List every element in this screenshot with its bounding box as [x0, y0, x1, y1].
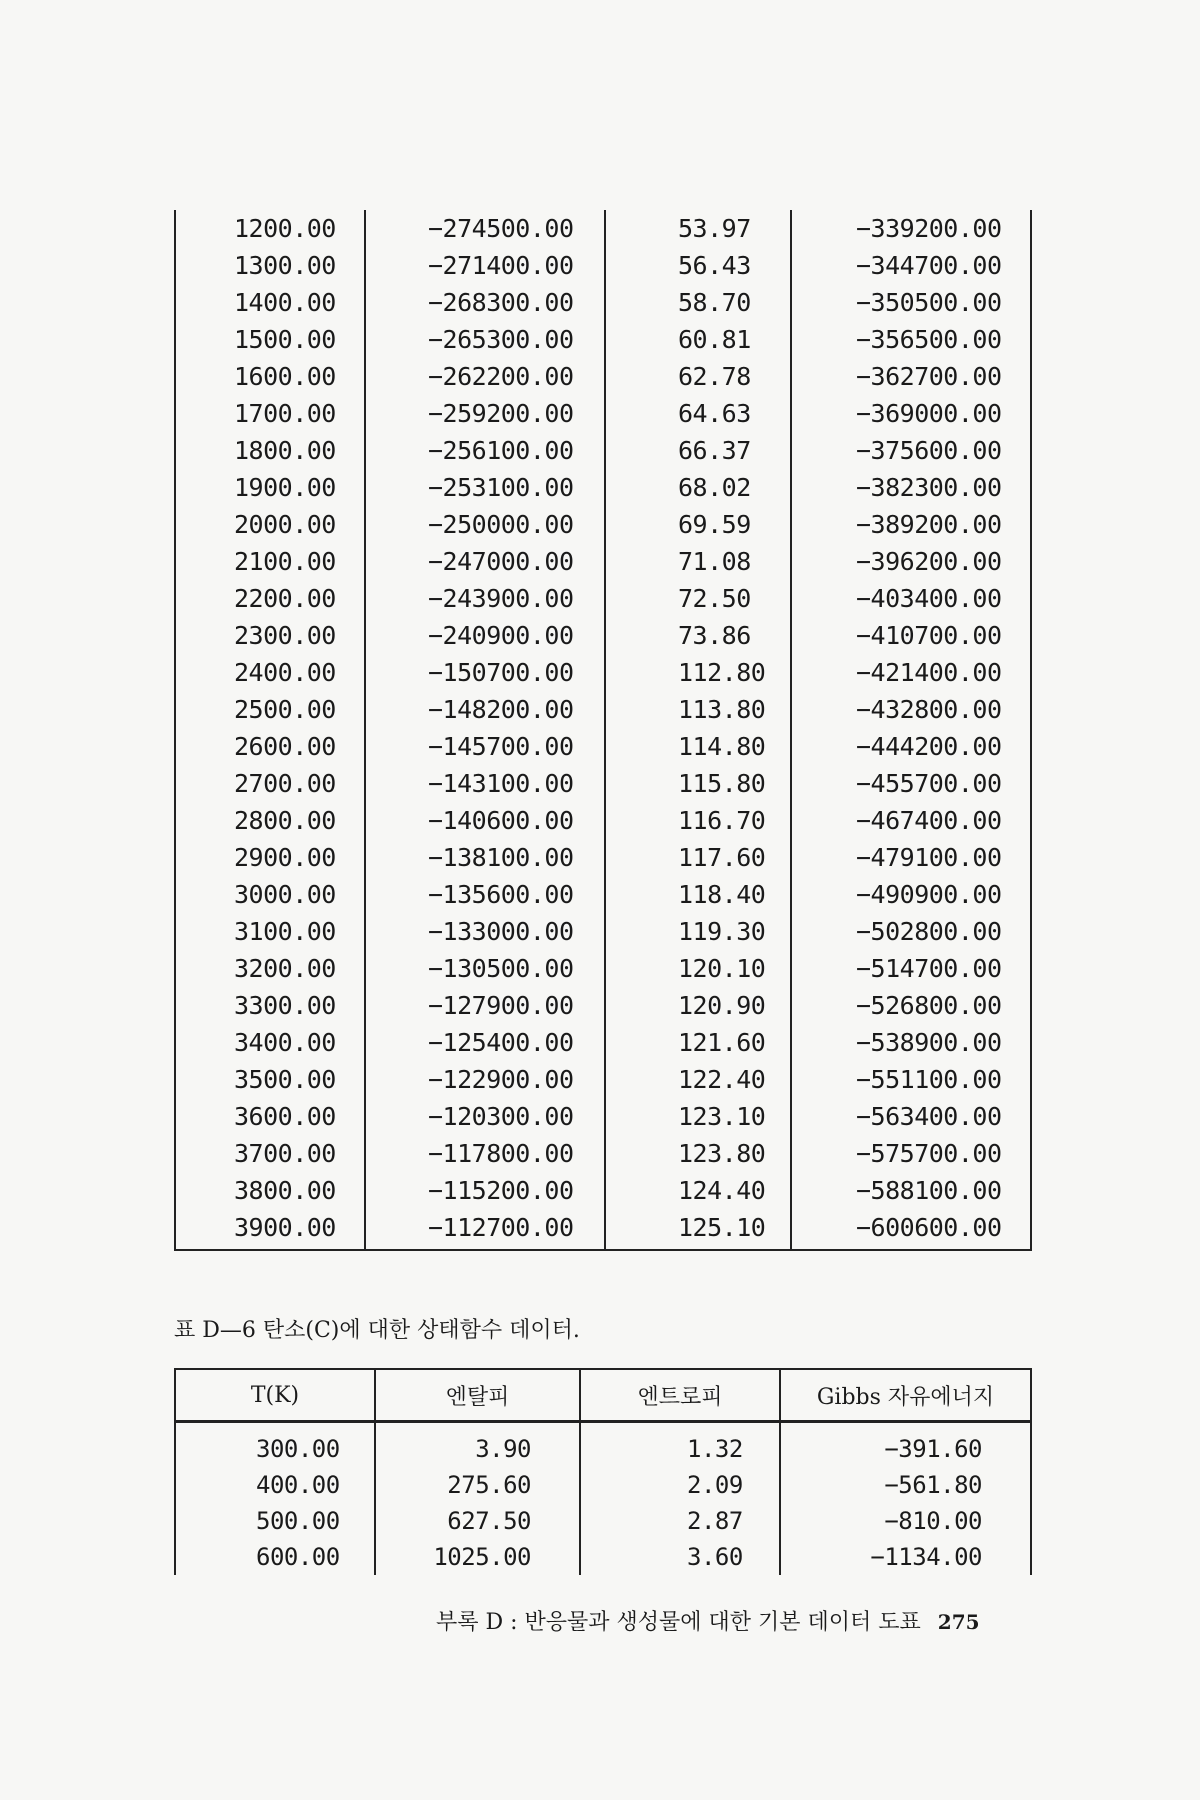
cell-gibbs: −375600.00	[791, 432, 1031, 469]
cell-temperature: 300.00	[175, 1422, 375, 1468]
table-caption: 표 D—6 탄소(C)에 대한 상태함수 데이터.	[174, 1318, 580, 1343]
cell-gibbs: −444200.00	[791, 728, 1031, 765]
cell-entropy: 1.32	[580, 1422, 780, 1468]
cell-enthalpy: −243900.00	[365, 580, 605, 617]
table-d6	[174, 1368, 1032, 1575]
table-d6-body	[175, 1422, 1031, 1576]
cell-entropy: 124.40	[605, 1172, 791, 1209]
cell-enthalpy: 627.50	[375, 1503, 580, 1539]
cell-entropy: 122.40	[605, 1061, 791, 1098]
table-row	[175, 765, 1031, 802]
table-row	[175, 284, 1031, 321]
cell-enthalpy: −268300.00	[365, 284, 605, 321]
table-row	[175, 580, 1031, 617]
cell-gibbs: −561.80	[780, 1467, 1031, 1503]
cell-gibbs: −538900.00	[791, 1024, 1031, 1061]
cell-entropy: 119.30	[605, 913, 791, 950]
cell-gibbs: −403400.00	[791, 580, 1031, 617]
cell-entropy: 64.63	[605, 395, 791, 432]
table-row	[175, 1422, 1031, 1468]
cell-enthalpy: 3.90	[375, 1422, 580, 1468]
cell-entropy: 123.10	[605, 1098, 791, 1135]
continuation-table-body	[175, 210, 1031, 1250]
cell-gibbs: −467400.00	[791, 802, 1031, 839]
table-row	[175, 1539, 1031, 1575]
cell-enthalpy: −122900.00	[365, 1061, 605, 1098]
cell-temperature: 600.00	[175, 1539, 375, 1575]
table-row	[175, 1503, 1031, 1539]
cell-temperature: 500.00	[175, 1503, 375, 1539]
table-row	[175, 506, 1031, 543]
cell-temperature: 1700.00	[175, 395, 365, 432]
cell-enthalpy: −112700.00	[365, 1209, 605, 1250]
table-row	[175, 358, 1031, 395]
cell-temperature: 3900.00	[175, 1209, 365, 1250]
cell-entropy: 73.86	[605, 617, 791, 654]
cell-entropy: 2.87	[580, 1503, 780, 1539]
cell-temperature: 1500.00	[175, 321, 365, 358]
table-row	[175, 247, 1031, 284]
cell-temperature: 1600.00	[175, 358, 365, 395]
page-footer	[436, 1605, 1016, 1636]
table-row	[175, 839, 1031, 876]
cell-enthalpy: −259200.00	[365, 395, 605, 432]
cell-temperature: 400.00	[175, 1467, 375, 1503]
cell-temperature: 1400.00	[175, 284, 365, 321]
cell-entropy: 66.37	[605, 432, 791, 469]
cell-enthalpy: −274500.00	[365, 210, 605, 247]
cell-gibbs: −563400.00	[791, 1098, 1031, 1135]
cell-gibbs: −455700.00	[791, 765, 1031, 802]
cell-gibbs: −396200.00	[791, 543, 1031, 580]
cell-enthalpy: −256100.00	[365, 432, 605, 469]
cell-temperature: 2700.00	[175, 765, 365, 802]
cell-temperature: 2300.00	[175, 617, 365, 654]
cell-entropy: 71.08	[605, 543, 791, 580]
cell-enthalpy: −130500.00	[365, 950, 605, 987]
cell-temperature: 2000.00	[175, 506, 365, 543]
cell-temperature: 3200.00	[175, 950, 365, 987]
table-row	[175, 802, 1031, 839]
cell-entropy: 114.80	[605, 728, 791, 765]
table-row	[175, 543, 1031, 580]
cell-entropy: 3.60	[580, 1539, 780, 1575]
cell-enthalpy: −138100.00	[365, 839, 605, 876]
cell-gibbs: −356500.00	[791, 321, 1031, 358]
table-row	[175, 469, 1031, 506]
cell-enthalpy: −140600.00	[365, 802, 605, 839]
table-row	[175, 432, 1031, 469]
table-row	[175, 210, 1031, 247]
cell-gibbs: −391.60	[780, 1422, 1031, 1468]
cell-entropy: 125.10	[605, 1209, 791, 1250]
cell-gibbs: −588100.00	[791, 1172, 1031, 1209]
cell-enthalpy: 1025.00	[375, 1539, 580, 1575]
cell-gibbs: −382300.00	[791, 469, 1031, 506]
footer-title: 부록 D : 반응물과 생성물에 대한 기본 데이터 도표	[436, 1610, 921, 1635]
cell-gibbs: −389200.00	[791, 506, 1031, 543]
cell-temperature: 3300.00	[175, 987, 365, 1024]
cell-entropy: 121.60	[605, 1024, 791, 1061]
cell-enthalpy: −120300.00	[365, 1098, 605, 1135]
cell-enthalpy: −115200.00	[365, 1172, 605, 1209]
cell-temperature: 2200.00	[175, 580, 365, 617]
cell-enthalpy: −247000.00	[365, 543, 605, 580]
cell-entropy: 113.80	[605, 691, 791, 728]
header-entropy: 엔트로피	[580, 1369, 780, 1422]
cell-enthalpy: −145700.00	[365, 728, 605, 765]
table-row	[175, 1024, 1031, 1061]
cell-temperature: 3400.00	[175, 1024, 365, 1061]
cell-enthalpy: −262200.00	[365, 358, 605, 395]
cell-gibbs: −575700.00	[791, 1135, 1031, 1172]
table-row	[175, 395, 1031, 432]
cell-enthalpy: −253100.00	[365, 469, 605, 506]
cell-gibbs: −350500.00	[791, 284, 1031, 321]
table-row	[175, 321, 1031, 358]
cell-temperature: 3800.00	[175, 1172, 365, 1209]
cell-entropy: 112.80	[605, 654, 791, 691]
cell-enthalpy: −250000.00	[365, 506, 605, 543]
continuation-table	[174, 210, 1032, 1251]
cell-enthalpy: −148200.00	[365, 691, 605, 728]
cell-enthalpy: −265300.00	[365, 321, 605, 358]
cell-gibbs: −344700.00	[791, 247, 1031, 284]
cell-enthalpy: −271400.00	[365, 247, 605, 284]
cell-entropy: 60.81	[605, 321, 791, 358]
cell-entropy: 123.80	[605, 1135, 791, 1172]
cell-temperature: 3000.00	[175, 876, 365, 913]
cell-gibbs: −369000.00	[791, 395, 1031, 432]
cell-gibbs: −600600.00	[791, 1209, 1031, 1250]
cell-enthalpy: −143100.00	[365, 765, 605, 802]
cell-enthalpy: −150700.00	[365, 654, 605, 691]
table-row	[175, 1098, 1031, 1135]
cell-entropy: 115.80	[605, 765, 791, 802]
cell-gibbs: −490900.00	[791, 876, 1031, 913]
table-row	[175, 654, 1031, 691]
cell-enthalpy: −240900.00	[365, 617, 605, 654]
header-enthalpy: 엔탈피	[375, 1369, 580, 1422]
cell-gibbs: −421400.00	[791, 654, 1031, 691]
cell-gibbs: −1134.00	[780, 1539, 1031, 1575]
cell-gibbs: −502800.00	[791, 913, 1031, 950]
cell-gibbs: −810.00	[780, 1503, 1031, 1539]
cell-gibbs: −551100.00	[791, 1061, 1031, 1098]
cell-enthalpy: 275.60	[375, 1467, 580, 1503]
table-row	[175, 1209, 1031, 1250]
cell-entropy: 56.43	[605, 247, 791, 284]
cell-temperature: 3700.00	[175, 1135, 365, 1172]
cell-temperature: 2600.00	[175, 728, 365, 765]
cell-entropy: 116.70	[605, 802, 791, 839]
table-row	[175, 1135, 1031, 1172]
table-row	[175, 1172, 1031, 1209]
cell-entropy: 72.50	[605, 580, 791, 617]
cell-temperature: 1300.00	[175, 247, 365, 284]
cell-entropy: 120.10	[605, 950, 791, 987]
header-temperature: T(K)	[175, 1369, 375, 1422]
table-row	[175, 728, 1031, 765]
cell-gibbs: −479100.00	[791, 839, 1031, 876]
cell-gibbs: −410700.00	[791, 617, 1031, 654]
cell-entropy: 53.97	[605, 210, 791, 247]
table-row	[175, 1061, 1031, 1098]
cell-gibbs: −526800.00	[791, 987, 1031, 1024]
table-header-row	[175, 1369, 1031, 1422]
table-row	[175, 617, 1031, 654]
cell-gibbs: −339200.00	[791, 210, 1031, 247]
cell-enthalpy: −125400.00	[365, 1024, 605, 1061]
cell-entropy: 68.02	[605, 469, 791, 506]
cell-entropy: 62.78	[605, 358, 791, 395]
cell-temperature: 1200.00	[175, 210, 365, 247]
cell-temperature: 3500.00	[175, 1061, 365, 1098]
cell-temperature: 2800.00	[175, 802, 365, 839]
cell-gibbs: −514700.00	[791, 950, 1031, 987]
cell-gibbs: −432800.00	[791, 691, 1031, 728]
table-row	[175, 691, 1031, 728]
table-row	[175, 876, 1031, 913]
cell-temperature: 1900.00	[175, 469, 365, 506]
cell-temperature: 2500.00	[175, 691, 365, 728]
page-number: 275	[937, 1610, 980, 1634]
cell-enthalpy: −133000.00	[365, 913, 605, 950]
table-row	[175, 913, 1031, 950]
table-row	[175, 950, 1031, 987]
cell-temperature: 2400.00	[175, 654, 365, 691]
cell-entropy: 69.59	[605, 506, 791, 543]
cell-temperature: 2100.00	[175, 543, 365, 580]
table-row	[175, 1467, 1031, 1503]
cell-gibbs: −362700.00	[791, 358, 1031, 395]
header-gibbs-free-energy: Gibbs 자유에너지	[780, 1369, 1031, 1422]
cell-enthalpy: −127900.00	[365, 987, 605, 1024]
cell-enthalpy: −117800.00	[365, 1135, 605, 1172]
table-row	[175, 987, 1031, 1024]
cell-entropy: 117.60	[605, 839, 791, 876]
cell-entropy: 120.90	[605, 987, 791, 1024]
cell-temperature: 3100.00	[175, 913, 365, 950]
cell-entropy: 118.40	[605, 876, 791, 913]
cell-enthalpy: −135600.00	[365, 876, 605, 913]
cell-temperature: 2900.00	[175, 839, 365, 876]
cell-temperature: 3600.00	[175, 1098, 365, 1135]
cell-temperature: 1800.00	[175, 432, 365, 469]
cell-entropy: 58.70	[605, 284, 791, 321]
cell-entropy: 2.09	[580, 1467, 780, 1503]
